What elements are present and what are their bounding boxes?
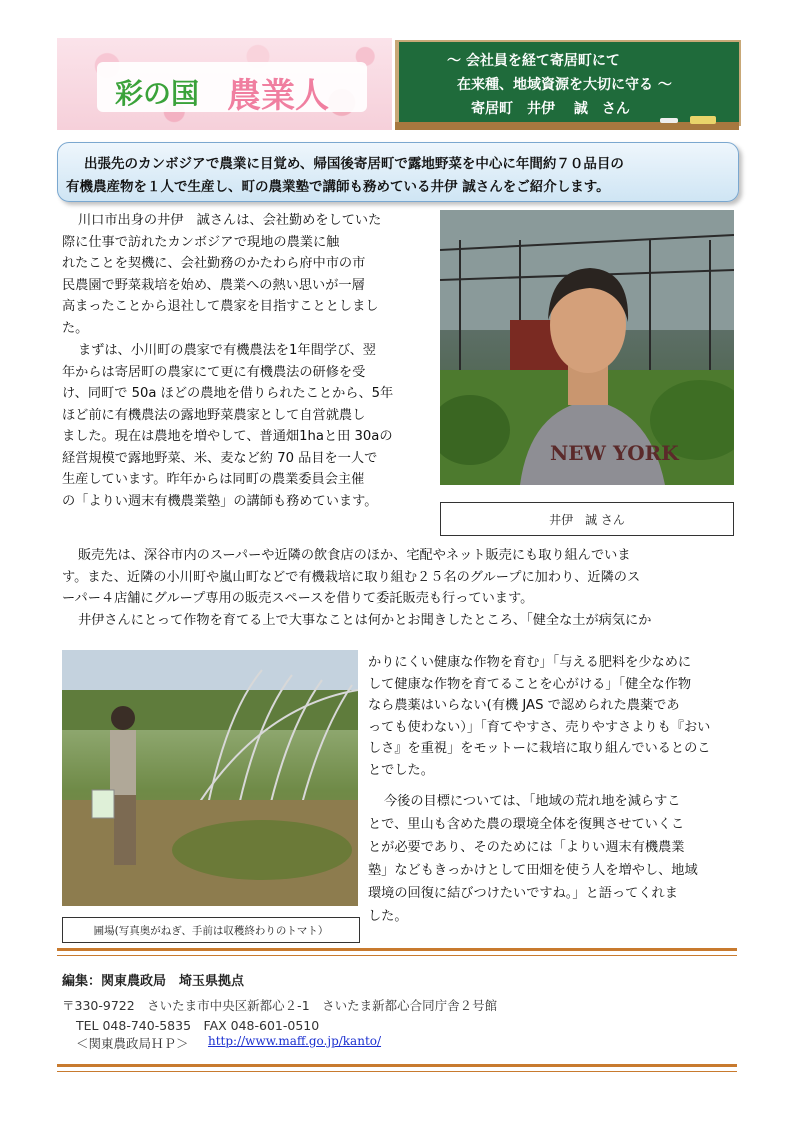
body-line: れたことを契機に、会社勤務のかたわら府中市の市 xyxy=(62,256,366,271)
body-line: 高まったことから退社して農家を目指すこととしまし xyxy=(62,299,379,314)
footer-rule-top-thin xyxy=(57,955,737,956)
body-line: 年からは寄居町の農家にて更に有機農法の研修を受 xyxy=(62,364,366,380)
footer-editor: 編集：関東農政局 埼玉県拠点 xyxy=(62,974,245,989)
body-line: の「よりい週末有機農業塾」の講師も務めています。 xyxy=(62,493,378,509)
body-line: ました。現在は農地を増やして、普通畑1haと田 30aの xyxy=(62,429,393,444)
body-line: とでした。 xyxy=(368,762,434,778)
body-line: しさ』を重視」をモットーに栽培に取り組んでいるとのこ xyxy=(368,741,711,756)
footer-phone-fax: TEL 048-740-5835 FAX 048-601-0510 xyxy=(76,1018,320,1033)
blackboard-tray xyxy=(395,122,739,130)
body-line: 塾」などもきっかけとして田畑を使う人を増やし、地域 xyxy=(368,863,698,878)
body-line: 井伊さんにとって作物を育てる上で大事なことは何かとお聞きしたところ、「健全な土が病気にか xyxy=(78,613,652,628)
logo-text-part2: 農業人 xyxy=(227,76,329,116)
lead-line-2: 有機農産物を１人で生産し、町の農業塾で講師も務めている井伊 誠さんをご紹介します。 xyxy=(66,179,610,195)
body-line: して健康な作物を育てることを心がける」「健全な作物 xyxy=(368,676,692,692)
body-line: 経営規模で露地野菜、米、麦など約 70 品目を一人で xyxy=(62,450,378,466)
footer-hp-link[interactable]: http://www.maff.go.jp/kanto/ xyxy=(208,1034,382,1048)
header-banner xyxy=(57,38,392,130)
footer-address: 〒330-9722 さいたま市中央区新都心２-1 さいたま新都心合同庁舎２号館 xyxy=(62,998,498,1013)
field-caption: 圃場(写真奥がねぎ、手前は収穫終わりのトマト） xyxy=(62,917,360,943)
portrait-caption: 井伊 誠 さん xyxy=(440,502,734,536)
body-line: 販売先は、深谷市内のスーパーや近隣の飲食店のほか、宅配やネット販売にも取り組んでいま xyxy=(78,548,631,563)
body-line: 生産しています。昨年からは同町の農業委員会主催 xyxy=(62,472,365,487)
body-line: 環境の回復に結びつけたいですね。」と語ってくれま xyxy=(368,886,678,901)
portrait-illustration xyxy=(440,210,734,485)
chalk-icon xyxy=(660,118,678,123)
footer-hp-label: ＜関東農政局ＨＰ＞ xyxy=(76,1036,189,1051)
body-line: まずは、小川町の農家で有機農法を1年間学び、翌 xyxy=(78,343,376,358)
body-line: かりにくい健康な作物を育む」「与える肥料を少なめに xyxy=(368,655,692,670)
portrait-photo xyxy=(440,210,734,485)
body-line: とで、里山も含めた農の環境全体を復興させていくこ xyxy=(368,817,685,832)
field-photo xyxy=(62,650,358,906)
body-line: ーパー４店舗にグループ専用の販売スペースを借りて委託販売も行っています。 xyxy=(62,591,534,606)
body-line: 川口市出身の井伊 誠さんは、会社勤めをしていた xyxy=(78,213,382,228)
body-line: 際に仕事で訪れたカンボジアで現地の農業に触 xyxy=(62,234,340,250)
body-line: なら農薬はいらない(有機 JAS で認められた農薬であ xyxy=(368,698,680,713)
body-line: っても使わない）」「育てやすさ、売りやすさよりも『おい xyxy=(368,719,711,735)
lead-line-1: 出張先のカンボジアで農業に目覚め、帰国後寄居町で露地野菜を中心に年間約７０品目の xyxy=(84,156,624,172)
footer-rule-bottom-thin xyxy=(57,1071,737,1072)
blackboard-subtitle xyxy=(395,40,741,126)
footer-rule-bottom xyxy=(57,1064,737,1067)
body-line: 今後の目標については、「地域の荒れ地を減らすこ xyxy=(384,794,681,809)
subtitle-line-3: 寄居町 井伊 誠 さん xyxy=(471,101,630,117)
body-line: た。 xyxy=(62,320,89,336)
lead-summary-box xyxy=(57,142,739,202)
body-line: した。 xyxy=(368,909,408,924)
shirt-text: NEW YORK xyxy=(550,441,679,465)
body-line: す。また、近隣の小川町や嵐山町などで有機栽培に取り組む２５名のグループに加わり、近隣のス xyxy=(62,569,641,585)
body-line: とが必要であり、そのためには「よりい週末有機農業 xyxy=(368,840,685,855)
field-illustration xyxy=(62,650,358,906)
logo-text-part1: 彩の国 xyxy=(115,77,200,110)
eraser-icon xyxy=(690,116,716,124)
subtitle-line-1: ～ 会社員を経て寄居町にて xyxy=(447,53,620,69)
body-line: け、同町で 50a ほどの農地を借りられたことから、5年 xyxy=(62,386,394,401)
body-line: ほど前に有機農法の露地野菜農家として自営就農し xyxy=(62,407,366,423)
subtitle-line-2: 在来種、地域資源を大切に守る ～ xyxy=(457,77,672,93)
body-line: 民農園で野菜栽培を始め、農業への熱い思いが一層 xyxy=(62,277,365,293)
footer-rule-top xyxy=(57,948,737,951)
